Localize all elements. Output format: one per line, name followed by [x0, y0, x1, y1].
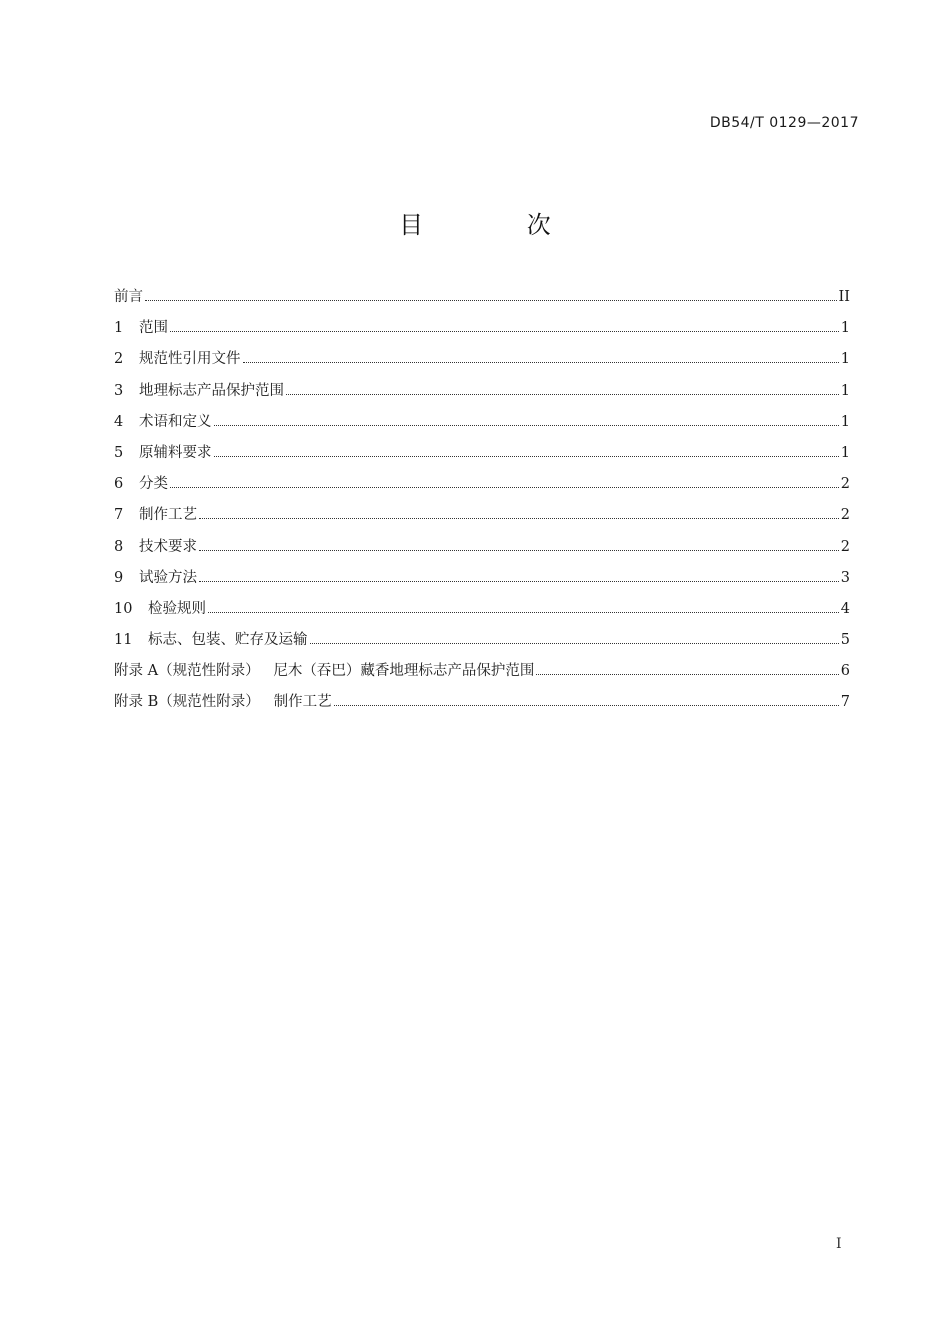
- toc-leader-dots: [214, 455, 839, 457]
- toc-leader-dots: [145, 299, 837, 301]
- toc-leader-dots: [310, 642, 839, 644]
- toc-entry-label: 附录 A（规范性附录） 尼木（吞巴）藏香地理标志产品保护范围: [114, 663, 535, 680]
- toc-entry-label: 标志、包装、贮存及运输: [148, 632, 308, 649]
- toc-leader-dots: [199, 549, 839, 551]
- toc-entry-number: 5: [114, 444, 124, 461]
- toc-entry-number: 7: [114, 507, 124, 524]
- toc-leader-dots: [199, 580, 839, 582]
- toc-leader-dots: [199, 517, 839, 519]
- toc-leader-dots: [286, 393, 839, 395]
- toc-entry-number: 4: [114, 413, 124, 430]
- toc-entry-label: 制作工艺: [139, 507, 197, 524]
- toc-entry-number: 8: [114, 538, 124, 555]
- toc-leader-dots: [243, 361, 839, 363]
- toc-entry-label: 范围: [139, 320, 168, 337]
- toc-entry-number: 3: [114, 382, 124, 399]
- toc-entry-10[interactable]: [114, 598, 850, 629]
- toc-entry-8[interactable]: [114, 536, 850, 567]
- toc-entry-11[interactable]: [114, 629, 850, 660]
- toc-entry-6[interactable]: [114, 473, 850, 504]
- toc-entry-page: 7: [840, 694, 850, 711]
- toc-leader-dots: [170, 330, 839, 332]
- document-code: DB54/T 0129—2017: [709, 115, 859, 131]
- toc-leader-dots: [536, 673, 838, 675]
- toc-entry-label: 规范性引用文件: [139, 351, 241, 368]
- toc-entry-label: 分类: [139, 476, 168, 493]
- toc-entry-appendix-b[interactable]: [114, 691, 850, 722]
- toc-entry-3[interactable]: [114, 380, 850, 411]
- toc-list: [114, 286, 850, 723]
- toc-entry-number: 2: [114, 351, 124, 368]
- toc-entry-page: 1: [840, 382, 850, 399]
- toc-entry-page: 2: [840, 507, 850, 524]
- toc-entry-number: 10: [114, 600, 133, 617]
- toc-entry-1[interactable]: [114, 317, 850, 348]
- toc-entry-page: 5: [840, 632, 850, 649]
- toc-entry-page: 3: [840, 569, 850, 586]
- toc-entry-foreword[interactable]: [114, 286, 850, 317]
- toc-entry-label: 原辅料要求: [139, 444, 212, 461]
- page-number: I: [836, 1236, 842, 1252]
- toc-entry-page: II: [838, 289, 850, 305]
- toc-leader-dots: [334, 704, 839, 706]
- toc-entry-label: 附录 B（规范性附录） 制作工艺: [114, 694, 332, 711]
- toc-entry-label: 地理标志产品保护范围: [139, 382, 284, 399]
- toc-entry-label: 前言: [114, 289, 143, 305]
- toc-entry-page: 2: [840, 476, 850, 493]
- toc-entry-5[interactable]: [114, 442, 850, 473]
- toc-entry-page: 1: [840, 351, 850, 368]
- toc-entry-page: 1: [840, 444, 850, 461]
- toc-entry-number: 1: [114, 320, 124, 337]
- toc-leader-dots: [214, 424, 839, 426]
- toc-entry-page: 6: [840, 663, 850, 680]
- toc-entry-number: 9: [114, 569, 124, 586]
- toc-entry-page: 4: [840, 600, 850, 617]
- toc-entry-page: 2: [840, 538, 850, 555]
- toc-entry-page: 1: [840, 413, 850, 430]
- toc-entry-label: 检验规则: [148, 600, 206, 617]
- toc-leader-dots: [170, 486, 839, 488]
- toc-entry-appendix-a[interactable]: [114, 660, 850, 691]
- toc-title: 目 次: [399, 211, 599, 239]
- toc-entry-page: 1: [840, 320, 850, 337]
- toc-entry-number: 6: [114, 476, 124, 493]
- toc-entry-7[interactable]: [114, 504, 850, 535]
- toc-entry-2[interactable]: [114, 348, 850, 379]
- toc-entry-9[interactable]: [114, 567, 850, 598]
- toc-leader-dots: [208, 611, 839, 613]
- toc-entry-label: 试验方法: [139, 569, 197, 586]
- toc-entry-label: 技术要求: [139, 538, 197, 555]
- toc-entry-label: 术语和定义: [139, 413, 212, 430]
- toc-entry-4[interactable]: [114, 411, 850, 442]
- toc-entry-number: 11: [114, 632, 133, 649]
